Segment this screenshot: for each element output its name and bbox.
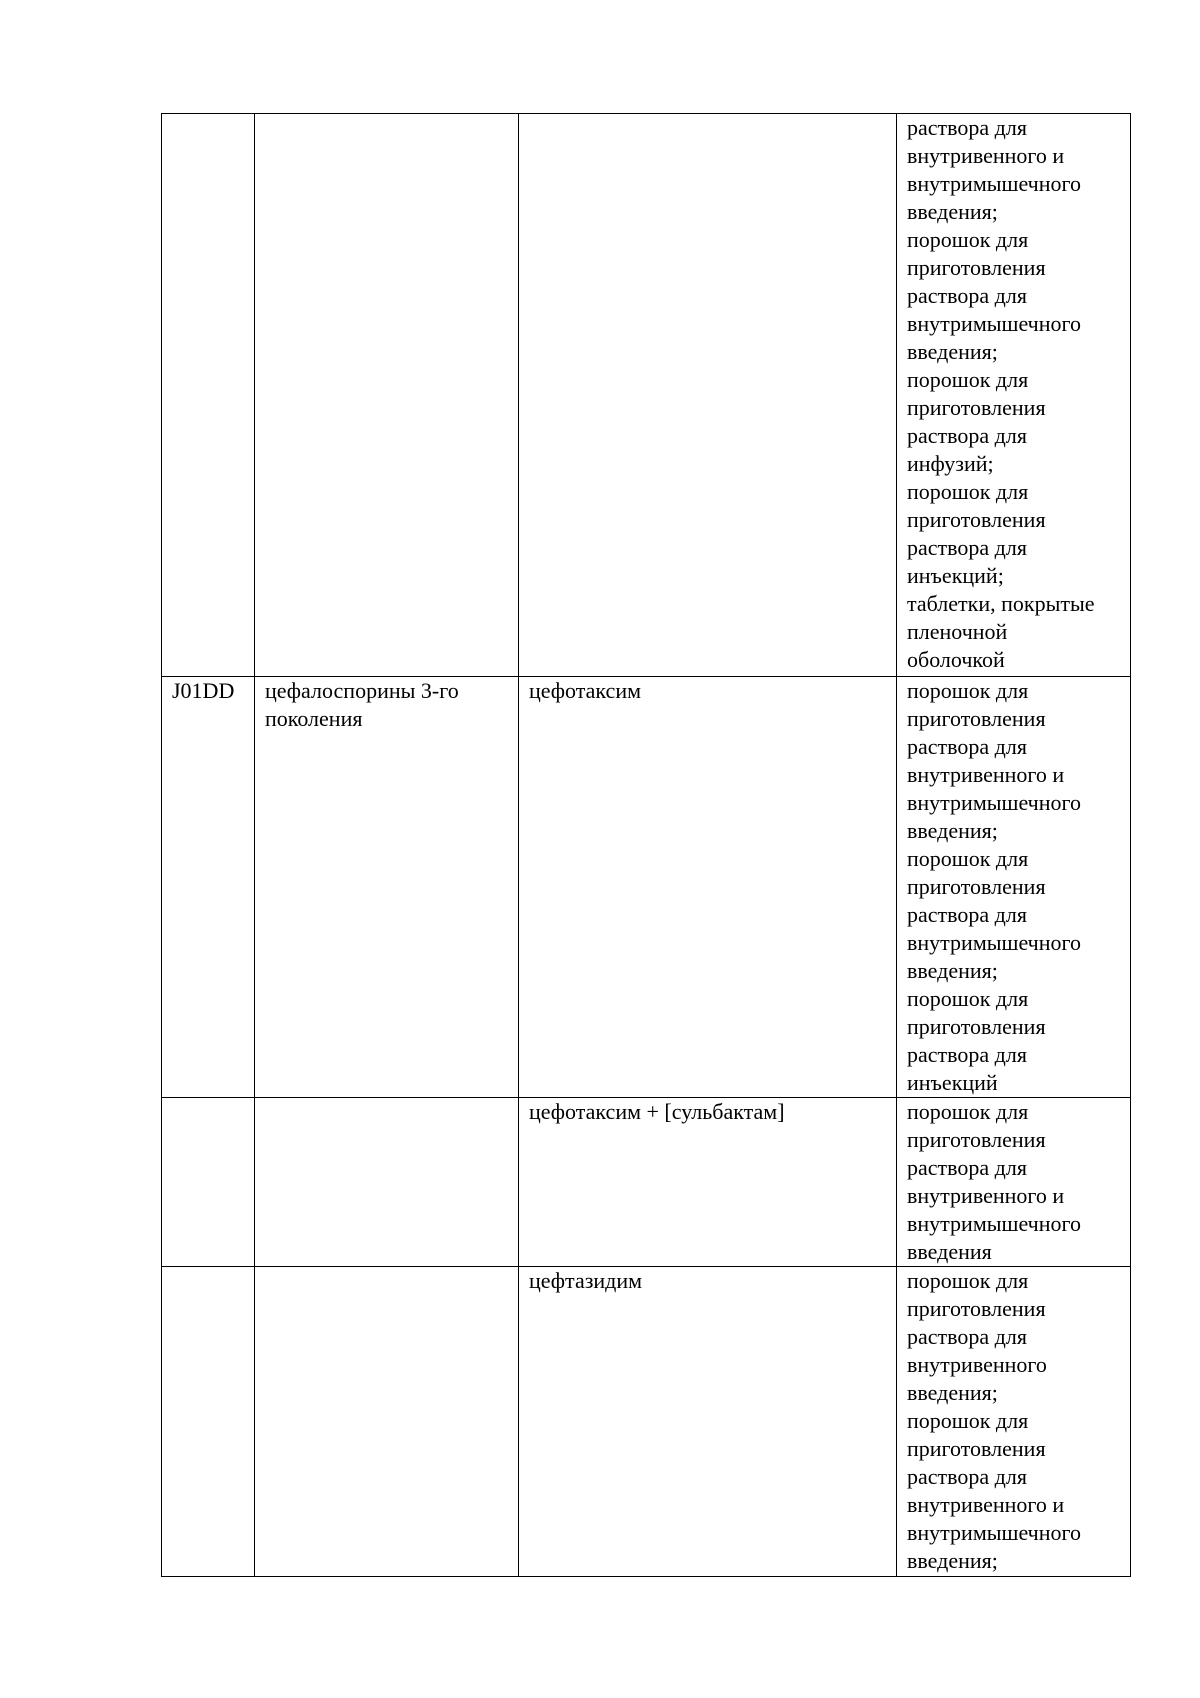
dosage-form-cell: порошок для приготовления раствора для внутривенного и внутримышечного введения xyxy=(897,1098,1131,1267)
table-row xyxy=(162,1098,1131,1267)
atc-code-cell: J01DD xyxy=(162,677,255,1098)
table-row xyxy=(162,677,1131,1098)
group-cell xyxy=(255,1098,519,1267)
atc-code-cell xyxy=(162,1098,255,1267)
table-row xyxy=(162,1267,1131,1577)
drug-name-cell xyxy=(519,114,897,677)
dosage-form-cell: порошок для приготовления раствора для внутривенного введения; порошок для приготовления раствора для внутривенного и внутримышечного введения; xyxy=(897,1267,1131,1577)
drug-table xyxy=(161,113,1131,1577)
drug-name-cell: цефтазидим xyxy=(519,1267,897,1577)
table-row xyxy=(162,114,1131,677)
group-cell xyxy=(255,1267,519,1577)
atc-code-cell xyxy=(162,1267,255,1577)
drug-name-cell: цефотаксим + [сульбактам] xyxy=(519,1098,897,1267)
dosage-form-cell: раствора для внутривенного и внутримышечного введения; порошок для приготовления раствора для внутримышечного введения; порошок для приготовления раствора для инфузий; порошок для приготовления раствора для инъекций; таблетки, покрытые пленочной оболочкой xyxy=(897,114,1131,677)
atc-code-cell xyxy=(162,114,255,677)
group-cell: цефалоспорины 3-го поколения xyxy=(255,677,519,1098)
drug-name-cell: цефотаксим xyxy=(519,677,897,1098)
group-cell xyxy=(255,114,519,677)
dosage-form-cell: порошок для приготовления раствора для внутривенного и внутримышечного введения; порошок для приготовления раствора для внутримышечного введения; порошок для приготовления раствора для инъекций xyxy=(897,677,1131,1098)
